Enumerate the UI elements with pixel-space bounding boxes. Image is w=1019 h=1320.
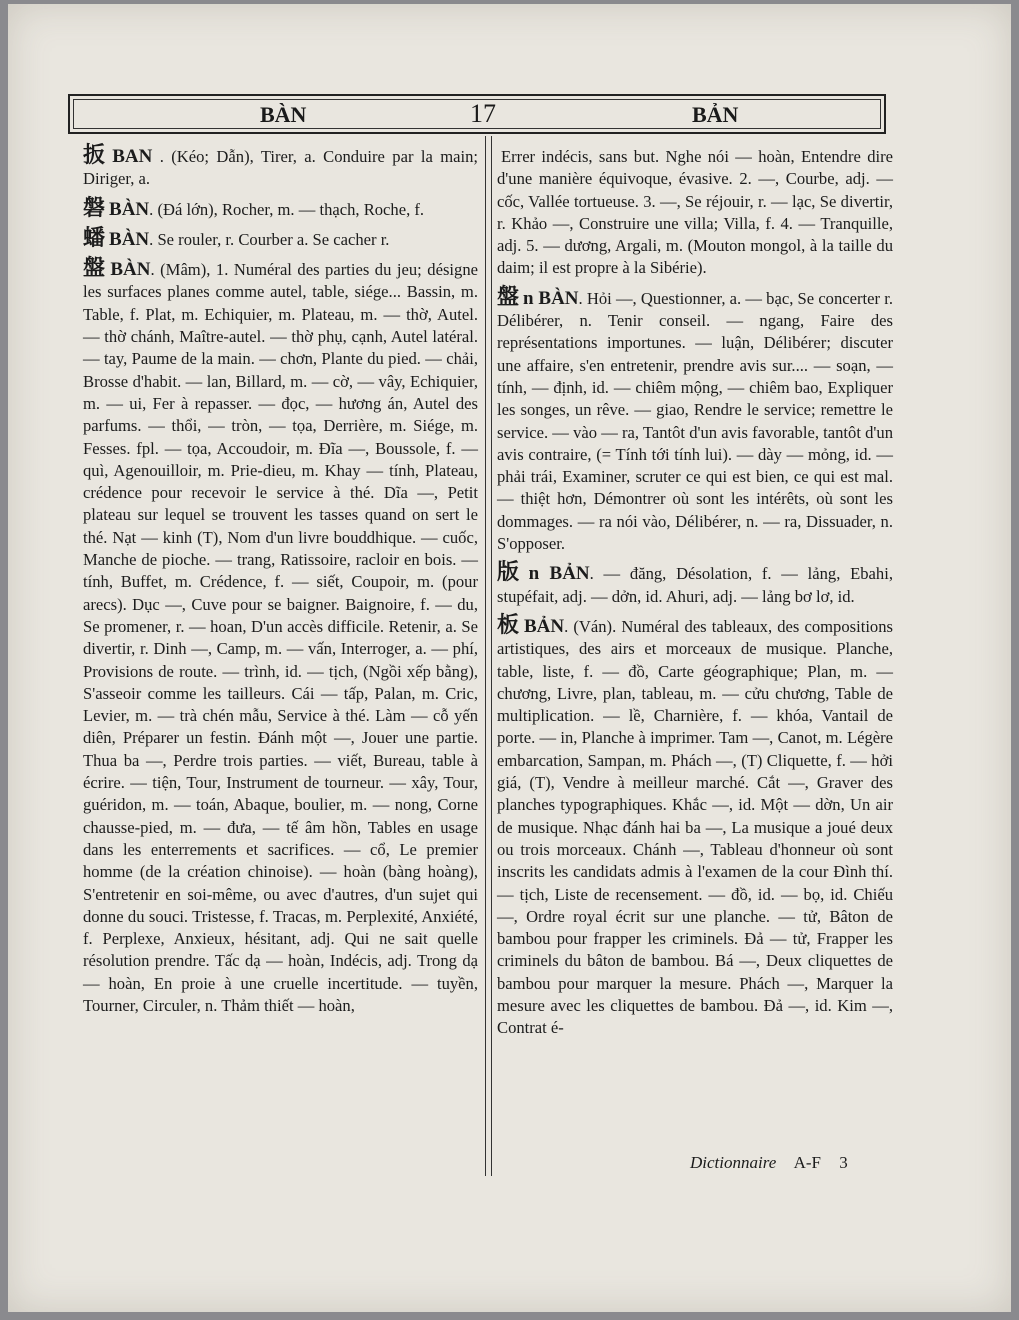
han-character: 磐 xyxy=(83,194,106,220)
definition: . (Ván). Numéral des tableaux, des compositions artistiques, des airs et morceaux de musique. Planche, table, liste, f. — đồ, Carte géographique; Plan, m. — chương, Livre, plan, tableau, m. — cửu chương, Table de multiplication. — lề, Charnière, f. — khóa, Vantail de porte. — in, Planche à imprimer. Tam —, Canot, m. Légère embarcation, Sampan, m. Phách —, (T) Cliquette, f. — hởi giá, (T), Vendre à meilleur marché. Cắt —, Graver des planches typographiques. Khắc —, id. Một — dờn, Un air de musique. Nhạc đánh hai ba —, La musique a joué deux ou trois morceaux. Chánh —, Tableau d'honneur où sont inscrits les candidats admis à l'examen de la cour Đình thí. — tịch, Liste de recensement. — đồ, id. — bọ, id. Chiếu —, Ordre royal écrit sur une planche. — tử, Bâton de bambou pour frapper les criminels. Đả — tử, Frapper les criminels du bâton de bambou. Bá —, Deux cliquettes de bambou pour marquer la mesure. Phách —, Marquer la mesure avec les cliquettes de bambou. Đả —, id. Kim —, Contrat é- xyxy=(497,616,893,1038)
entry xyxy=(83,224,478,251)
column-divider xyxy=(491,136,492,1176)
entry xyxy=(497,611,893,1040)
headword: n BÀN xyxy=(523,287,579,309)
footer-title: Dictionnaire xyxy=(690,1153,777,1172)
header-left-word: BÀN xyxy=(260,102,307,127)
page-footer xyxy=(690,1153,862,1173)
han-character: 板 xyxy=(497,611,520,637)
footer-range: A-F xyxy=(793,1153,821,1172)
entry-continuation xyxy=(497,144,893,280)
footer-signature: 3 xyxy=(839,1153,848,1172)
dictionary-page xyxy=(8,4,1011,1312)
page-header xyxy=(68,94,886,134)
right-column xyxy=(497,144,893,1046)
han-character: 蟠 xyxy=(83,224,106,250)
entry xyxy=(83,194,478,221)
definition: . Hỏi —, Questionner, a. — bạc, Se concerter r. Délibérer, n. Tenir conseil. — ngang, Faire des représentations importunes. — luận, Délibérer; discuter une affaire, s'en entretenir, prendre avis sur.... — soạn, — tính, — định, id. — chiêm mộng, — chiêm bao, Expliquer les songes, un rêve. — giao, Rendre le service; remettre le service. — vào — ra, Tantôt d'un avis favorable, tantôt d'un avis contraire, (= Tính tới tính lui). — dày — mỏng, id. — phải trái, Examiner, scruter ce qui est bien, ce qui est mal. — thiệt hơn, Démontrer où sont les intérêts, où sont les dommages. — ra nói vào, Délibérer, n. — ra, Dissuader, n. S'opposer. xyxy=(497,288,893,554)
entry xyxy=(497,561,893,608)
han-character: 盤 xyxy=(497,283,520,309)
definition: Errer indécis, sans but. Nghe nói — hoàn, Entendre dire d'une manière équivoque, évasive. 2. —, Courbe, adj. — cốc, Vallée tortueuse. 3. —, Se réjouir, r. — lạc, Se divertir, r. Khảo —, Construire une villa; Villa, f. 4. — Tranquille, adj. 5. — dương, Argali, m. (Mouton mongol, à la taille du daim; il est propre à la Sibérie). xyxy=(497,147,893,278)
definition: . (Mâm), 1. Numéral des parties du jeu; désigne les surfaces planes comme autel, table, siége... Bassin, m. Table, f. Plat, m. Echiquier, m. Plateau, m. — thờ, Autel. — thờ chánh, Maître-autel. — thờ phụ, cạnh, Autel latéral. — tay, Paume de la main. — chơn, Plante du pied. — chải, Brosse d'habit. — lan, Billard, m. — cờ, — vây, Echiquier, m. — ui, Fer à repasser. — đọc, — hương án, Autel des parfums. — thổi, — tròn, — tọa, Derrière, m. Siége, m. Fesses. fpl. — tọa, Accoudoir, m. Đĩa —, Boussole, f. — quì, Agenouilloir, m. Prie-dieu, m. Khay — tính, Plateau, crédence pour recevoir le service à thé. Dĩa —, Petit plateau sur lequel se trouvent les tasses quand on sert le thé. Nạt — kinh (T), Nom d'un livre bouddhique. — cuốc, Manche de pioche. — trang, Ratissoire, racloir en bois. — tính, Buffet, m. Crédence, f. — siết, Coupoir, m. (pour arecs). Dục —, Cuve pour se baigner. Baignoire, f. — du, Se promener, r. — hoan, D'un accès difficile. Retenir, a. Se divertir, r. Dinh —, Camp, m. — vấn, Interroger, a. — phí, Provisions de route. — trình, id. — tịch, (Ngồi xếp bằng), S'asseoir comme les tailleurs. Cái — tấp, Palan, m. Cric, Levier, m. — trà chén mẫu, Service à thé. Làm — cỗ yến diên, Préparer un festin. Đánh một —, Jouer une partie. Thua ba —, Perdre trois parties. — viết, Bureau, table à écrire. — tiện, Tour, Instrument de tourneur. — xây, Tour, guéridon, m. — toán, Abaque, boulier, m. — nong, Corne chausse-pied, m. — đưa, — tế âm hồn, Tables en usage dans les enterrements et sacrifices. — cổ, Le premier homme (de la création chinoise). — hoàn (bàng hoàng), S'entretenir en soi-même, ou avec d'autres, d'un sujet qui donne du souci. Tristesse, f. Tracas, m. Perplexité, Anxiété, f. Perplexe, Anxieux, hésitant, adj. Qui ne sait quelle résolution prendre. Tấc dạ — hoàn, Indécis, adj. Trong dạ — hoàn, En proie à une cruelle incertitude. — tuyền, Tourner, Circuler, n. Thảm thiết — hoàn, xyxy=(83,260,478,1015)
headword: BÀN xyxy=(109,228,150,250)
headword: BÀN xyxy=(109,198,150,220)
headword: BÀN xyxy=(110,259,151,281)
headword: BAN xyxy=(112,146,153,167)
headword: n BẢN xyxy=(528,563,590,585)
definition: . (Đá lớn), Rocher, m. — thạch, Roche, f. xyxy=(149,199,425,219)
entry xyxy=(83,257,478,1017)
page-number: 17 xyxy=(470,99,496,128)
headword: BẢN xyxy=(523,615,565,637)
header-right-word: BẢN xyxy=(692,102,739,127)
left-column xyxy=(83,144,478,1023)
han-character: 盤 xyxy=(83,255,107,281)
entry xyxy=(83,144,478,191)
definition: . Se rouler, r. Courber a. Se cacher r. xyxy=(149,229,390,249)
definition: . — đăng, Désolation, f. — lảng, Ebahi, stupéfait, adj. — dởn, id. Ahuri, adj. — lảng bơ lơ, id. xyxy=(497,564,893,606)
han-character: 版 xyxy=(497,559,525,585)
entry xyxy=(497,283,893,556)
column-divider-inner xyxy=(485,136,486,1176)
han-character: 扳 xyxy=(83,142,109,167)
definition: . (Kéo; Dẫn), Tirer, a. Conduire par la main; Diriger, a. xyxy=(83,147,478,189)
